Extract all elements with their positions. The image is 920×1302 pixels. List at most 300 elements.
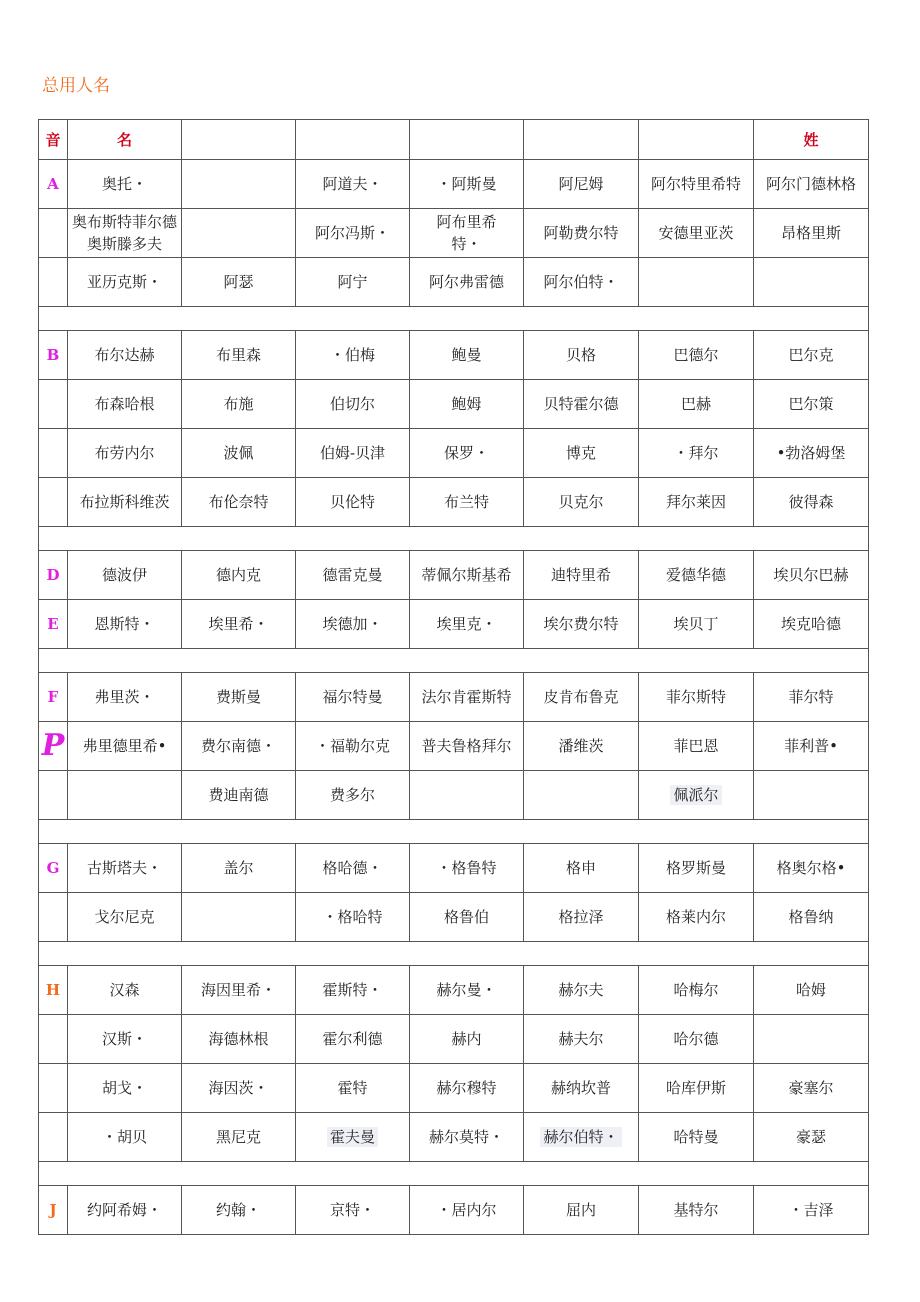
- name-cell: [68, 429, 182, 478]
- name-text: 菲利普•: [784, 737, 838, 755]
- name-cell: [296, 600, 410, 649]
- name-cell: [524, 331, 639, 380]
- name-cell: [639, 1186, 754, 1235]
- name-cell: [182, 429, 296, 478]
- name-cell: [639, 1113, 754, 1162]
- header-sound: 音: [39, 120, 68, 160]
- section-letter: [39, 429, 68, 478]
- name-text: 赫纳坎普: [550, 1079, 611, 1097]
- name-text: 海因里希・: [200, 981, 276, 999]
- name-text: 汉森: [109, 981, 140, 999]
- name-text: 埃克哈德: [780, 615, 841, 633]
- name-text: 格莱内尔: [665, 908, 726, 926]
- name-cell: [68, 209, 182, 258]
- header-row: [39, 120, 869, 160]
- name-text: 博克: [565, 444, 596, 462]
- section-letter: F: [39, 673, 68, 722]
- name-text: 阿道夫・: [322, 175, 383, 193]
- name-text: 布森哈根: [94, 395, 155, 413]
- name-cell: [754, 1015, 869, 1064]
- name-text: 戈尔尼克: [94, 908, 155, 926]
- name-text: 布里森: [215, 346, 261, 364]
- name-cell: [296, 966, 410, 1015]
- name-cell: [639, 966, 754, 1015]
- name-text: 黑尼克: [215, 1128, 261, 1146]
- name-cell: [639, 600, 754, 649]
- name-cell: [182, 551, 296, 600]
- name-text: 拜尔莱因: [665, 493, 726, 511]
- name-cell: [639, 258, 754, 307]
- name-text: 赫尔夫: [558, 981, 604, 999]
- name-cell: [524, 966, 639, 1015]
- table-row: [39, 551, 869, 600]
- section-letter: E: [39, 600, 68, 649]
- section-letter: A: [39, 160, 68, 209]
- name-cell: [182, 966, 296, 1015]
- section-letter: G: [39, 844, 68, 893]
- table-row: [39, 600, 869, 649]
- table-row: [39, 844, 869, 893]
- name-cell: [754, 844, 869, 893]
- name-text: 巴德尔: [673, 346, 719, 364]
- name-cell: [68, 1015, 182, 1064]
- name-cell: [410, 551, 524, 600]
- name-cell: [410, 1186, 524, 1235]
- name-text: 布伦奈特: [208, 493, 269, 511]
- name-text: 波佩: [223, 444, 254, 462]
- name-cell: [182, 673, 296, 722]
- section-letter: [39, 478, 68, 527]
- name-text: 霍夫曼: [327, 1127, 378, 1147]
- name-cell: [410, 380, 524, 429]
- name-cell: [68, 844, 182, 893]
- name-cell: [296, 331, 410, 380]
- name-cell: [754, 209, 869, 258]
- name-text: 布兰特: [443, 493, 489, 511]
- name-cell: [524, 478, 639, 527]
- name-text: 京特・: [329, 1201, 375, 1219]
- name-cell: [754, 673, 869, 722]
- name-cell: [410, 600, 524, 649]
- spacer-cell: [39, 649, 869, 673]
- section-letter: [39, 1064, 68, 1113]
- name-text: 约翰・: [215, 1201, 261, 1219]
- name-text: 豪瑟: [795, 1128, 826, 1146]
- name-text: 奥托・: [101, 175, 147, 193]
- name-text: 约阿希姆・: [86, 1201, 162, 1219]
- name-text: 迪特里希: [550, 566, 611, 584]
- name-text: 菲巴恩: [673, 737, 719, 755]
- name-cell: [639, 673, 754, 722]
- name-text: 福尔特曼: [322, 688, 383, 706]
- name-cell: [524, 893, 639, 942]
- name-cell: [754, 258, 869, 307]
- name-text: 潘维茨: [558, 737, 604, 755]
- table-row: [39, 380, 869, 429]
- name-cell: [68, 331, 182, 380]
- name-text: 巴尔策: [788, 395, 834, 413]
- name-cell: [68, 722, 182, 771]
- name-cell: [296, 1015, 410, 1064]
- name-cell: [410, 966, 524, 1015]
- name-text: 格鲁伯: [443, 908, 489, 926]
- section-letter: [39, 258, 68, 307]
- header-surname: 姓: [754, 120, 869, 160]
- name-text: 阿尔冯斯・: [314, 224, 390, 242]
- name-text: 费斯曼: [215, 688, 261, 706]
- name-text: 埃德加・: [322, 615, 383, 633]
- name-text: 盖尔: [223, 859, 254, 877]
- name-text: 彼得森: [788, 493, 834, 511]
- name-cell: [639, 844, 754, 893]
- name-text: 阿尔弗雷德: [428, 273, 504, 291]
- name-cell: [639, 551, 754, 600]
- name-cell: [754, 966, 869, 1015]
- name-text: 布尔达赫: [94, 346, 155, 364]
- name-cell: [410, 209, 524, 258]
- name-cell: [68, 160, 182, 209]
- name-text: 格哈德・: [322, 859, 383, 877]
- name-cell: [182, 160, 296, 209]
- name-cell: [182, 258, 296, 307]
- name-cell: [182, 1015, 296, 1064]
- table-row: [39, 1186, 869, 1235]
- name-text: 海因茨・: [208, 1079, 269, 1097]
- name-cell: [296, 722, 410, 771]
- name-text: ・格鲁特: [436, 859, 497, 877]
- name-cell: [524, 1113, 639, 1162]
- name-cell: [754, 771, 869, 820]
- document-title: 总用人名: [42, 76, 110, 96]
- section-letter: P: [39, 722, 68, 771]
- name-cell: [524, 551, 639, 600]
- name-text: 德内克: [215, 566, 261, 584]
- name-cell: [754, 160, 869, 209]
- name-cell: [410, 1015, 524, 1064]
- name-text: 格罗斯曼: [665, 859, 726, 877]
- name-text: 豪塞尔: [788, 1079, 834, 1097]
- spacer-cell: [39, 820, 869, 844]
- name-text: 阿尔伯特・: [543, 273, 619, 291]
- name-text: 胡戈・: [101, 1079, 147, 1097]
- name-cell: [524, 258, 639, 307]
- name-cell: [410, 1064, 524, 1113]
- name-cell: [639, 209, 754, 258]
- name-text: ・胡贝: [101, 1128, 147, 1146]
- name-cell: [410, 893, 524, 942]
- header-blank: [182, 120, 296, 160]
- name-cell: [754, 722, 869, 771]
- name-cell: [182, 771, 296, 820]
- name-cell: [754, 478, 869, 527]
- table-row: [39, 1113, 869, 1162]
- name-text: 菲尔特: [788, 688, 834, 706]
- name-cell: [639, 160, 754, 209]
- name-cell: [410, 1113, 524, 1162]
- section-letter: J: [39, 1186, 68, 1235]
- spacer-cell: [39, 527, 869, 551]
- name-text: 奥布斯特菲尔德 奥斯滕多夫: [71, 213, 177, 253]
- name-cell: [182, 893, 296, 942]
- name-cell: [68, 1113, 182, 1162]
- table-row: [39, 673, 869, 722]
- name-cell: [68, 1064, 182, 1113]
- name-text: 哈尔德: [673, 1030, 719, 1048]
- spacer-row: [39, 527, 869, 551]
- name-cell: [639, 331, 754, 380]
- spacer-row: [39, 307, 869, 331]
- name-cell: [182, 209, 296, 258]
- name-text: 赫尔伯特・: [540, 1127, 621, 1147]
- name-cell: [524, 209, 639, 258]
- name-cell: [524, 1064, 639, 1113]
- name-cell: [68, 600, 182, 649]
- spacer-row: [39, 1162, 869, 1186]
- name-text: 屈内: [565, 1201, 596, 1219]
- name-text: 蒂佩尔斯基希: [421, 566, 512, 584]
- spacer-cell: [39, 307, 869, 331]
- name-text: 伯姆-贝津: [319, 444, 386, 462]
- name-cell: [68, 380, 182, 429]
- name-cell: [524, 1186, 639, 1235]
- name-cell: [182, 331, 296, 380]
- name-cell: [296, 673, 410, 722]
- name-text: 赫尔穆特: [436, 1079, 497, 1097]
- name-text: 保罗・: [443, 444, 489, 462]
- name-cell: [296, 429, 410, 478]
- name-cell: [410, 722, 524, 771]
- name-text: 阿尔特里希特: [650, 175, 741, 193]
- spacer-row: [39, 820, 869, 844]
- name-cell: [68, 673, 182, 722]
- name-cell: [410, 673, 524, 722]
- header-given-name: 名: [68, 120, 182, 160]
- name-cell: [296, 1064, 410, 1113]
- name-cell: [68, 1186, 182, 1235]
- name-cell: [182, 722, 296, 771]
- spacer-cell: [39, 1162, 869, 1186]
- name-cell: [639, 1064, 754, 1113]
- section-letter: [39, 771, 68, 820]
- name-cell: [754, 1113, 869, 1162]
- name-text: 海德林根: [208, 1030, 269, 1048]
- name-cell: [754, 380, 869, 429]
- name-text: ・阿斯曼: [436, 175, 497, 193]
- name-cell: [182, 1186, 296, 1235]
- name-cell: [182, 600, 296, 649]
- name-cell: [296, 893, 410, 942]
- name-cell: [524, 380, 639, 429]
- header-blank: [639, 120, 754, 160]
- name-text: 埃里克・: [436, 615, 497, 633]
- name-text: ・拜尔: [673, 444, 719, 462]
- name-text: 埃里希・: [208, 615, 269, 633]
- table-row: [39, 160, 869, 209]
- name-cell: [410, 478, 524, 527]
- name-text: 爱德华德: [665, 566, 726, 584]
- name-text: 霍尔利德: [322, 1030, 383, 1048]
- name-cell: [754, 893, 869, 942]
- name-text: ・格哈特: [322, 908, 383, 926]
- name-cell: [296, 1113, 410, 1162]
- name-text: 埃尔费尔特: [543, 615, 619, 633]
- header-blank: [296, 120, 410, 160]
- name-text: 格申: [565, 859, 596, 877]
- section-letter: B: [39, 331, 68, 380]
- name-cell: [754, 331, 869, 380]
- spacer-row: [39, 649, 869, 673]
- name-cell: [296, 209, 410, 258]
- name-text: 皮肯布鲁克: [543, 688, 619, 706]
- name-text: 法尔肯霍斯特: [421, 688, 512, 706]
- name-text: 阿布里希 特・: [436, 213, 497, 253]
- name-text: 鲍姆: [451, 395, 482, 413]
- name-cell: [524, 1015, 639, 1064]
- table-row: [39, 1064, 869, 1113]
- name-text: 费多尔: [329, 786, 375, 804]
- section-letter: [39, 893, 68, 942]
- name-cell: [296, 258, 410, 307]
- name-cell: [639, 771, 754, 820]
- name-text: 阿尔门德林格: [765, 175, 856, 193]
- name-text: 格奥尔格•: [776, 859, 846, 877]
- name-text: •勃洛姆堡: [776, 444, 846, 462]
- name-text: 格鲁纳: [788, 908, 834, 926]
- name-text: 赫夫尔: [558, 1030, 604, 1048]
- name-cell: [639, 893, 754, 942]
- name-text: 阿瑟: [223, 273, 254, 291]
- header-blank: [410, 120, 524, 160]
- name-cell: [410, 844, 524, 893]
- name-text: 格拉泽: [558, 908, 604, 926]
- name-text: 贝格: [565, 346, 596, 364]
- name-cell: [524, 160, 639, 209]
- name-cell: [639, 429, 754, 478]
- name-text: 弗里德里希•: [82, 737, 167, 755]
- table-row: [39, 722, 869, 771]
- section-letter: D: [39, 551, 68, 600]
- name-cell: [182, 844, 296, 893]
- name-cell: [410, 771, 524, 820]
- name-cell: [639, 722, 754, 771]
- name-text: 伯切尔: [329, 395, 375, 413]
- name-cell: [639, 380, 754, 429]
- table-row: [39, 966, 869, 1015]
- table-row: [39, 771, 869, 820]
- name-text: 德雷克曼: [322, 566, 383, 584]
- spacer-cell: [39, 942, 869, 966]
- name-text: 亚历克斯・: [86, 273, 162, 291]
- name-cell: [296, 160, 410, 209]
- spacer-row: [39, 942, 869, 966]
- name-text: 哈库伊斯: [665, 1079, 726, 1097]
- name-text: ・福勒尔克: [314, 737, 390, 755]
- name-text: 昂格里斯: [780, 224, 841, 242]
- name-cell: [754, 600, 869, 649]
- name-cell: [524, 600, 639, 649]
- name-cell: [410, 258, 524, 307]
- name-cell: [296, 380, 410, 429]
- name-cell: [524, 429, 639, 478]
- name-text: 哈特曼: [673, 1128, 719, 1146]
- name-text: ・吉泽: [788, 1201, 834, 1219]
- name-cell: [296, 771, 410, 820]
- name-text: 贝伦特: [329, 493, 375, 511]
- name-text: 巴尔克: [788, 346, 834, 364]
- name-text: 贝克尔: [558, 493, 604, 511]
- name-text: 阿宁: [337, 273, 368, 291]
- name-cell: [524, 722, 639, 771]
- section-letter: [39, 209, 68, 258]
- name-cell: [68, 771, 182, 820]
- name-cell: [68, 258, 182, 307]
- header-blank: [524, 120, 639, 160]
- name-text: 布劳内尔: [94, 444, 155, 462]
- name-cell: [182, 1064, 296, 1113]
- name-text: 布拉斯科维茨: [79, 493, 170, 511]
- name-cell: [182, 1113, 296, 1162]
- name-cell: [524, 844, 639, 893]
- name-text: 赫内: [451, 1030, 482, 1048]
- name-text: 霍斯特・: [322, 981, 383, 999]
- name-text: 费尔南德・: [200, 737, 276, 755]
- name-text: 德波伊: [101, 566, 147, 584]
- name-text: 安德里亚茨: [658, 224, 734, 242]
- table-row: [39, 1015, 869, 1064]
- name-cell: [182, 380, 296, 429]
- name-text: 弗里茨・: [94, 688, 155, 706]
- name-text: 埃贝尔巴赫: [773, 566, 849, 584]
- name-text: 贝特霍尔德: [543, 395, 619, 413]
- name-cell: [754, 429, 869, 478]
- name-cell: [68, 966, 182, 1015]
- name-text: 菲尔斯特: [665, 688, 726, 706]
- name-text: 哈梅尔: [673, 981, 719, 999]
- name-cell: [639, 1015, 754, 1064]
- name-cell: [524, 771, 639, 820]
- section-letter: [39, 380, 68, 429]
- name-text: 巴赫: [680, 395, 711, 413]
- name-cell: [68, 478, 182, 527]
- name-cell: [296, 551, 410, 600]
- section-letter: [39, 1113, 68, 1162]
- section-letter: H: [39, 966, 68, 1015]
- name-cell: [296, 844, 410, 893]
- name-text: 赫尔莫特・: [428, 1128, 504, 1146]
- name-text: 埃贝丁: [673, 615, 719, 633]
- name-cell: [296, 1186, 410, 1235]
- table-row: [39, 209, 869, 258]
- table-row: [39, 331, 869, 380]
- name-text: 古斯塔夫・: [86, 859, 162, 877]
- name-text: ・伯梅: [329, 346, 375, 364]
- name-text: 哈姆: [795, 981, 826, 999]
- name-cell: [754, 1064, 869, 1113]
- name-cell: [68, 551, 182, 600]
- name-cell: [754, 551, 869, 600]
- name-text: 阿勒费尔特: [543, 224, 619, 242]
- name-cell: [410, 429, 524, 478]
- name-cell: [410, 160, 524, 209]
- name-text: 普夫鲁格拜尔: [421, 737, 512, 755]
- name-text: ・居内尔: [436, 1201, 497, 1219]
- name-cell: [296, 478, 410, 527]
- name-cell: [182, 478, 296, 527]
- name-text: 恩斯特・: [94, 615, 155, 633]
- section-letter: [39, 1015, 68, 1064]
- name-text: 费迪南德: [208, 786, 269, 804]
- name-text: 阿尼姆: [558, 175, 604, 193]
